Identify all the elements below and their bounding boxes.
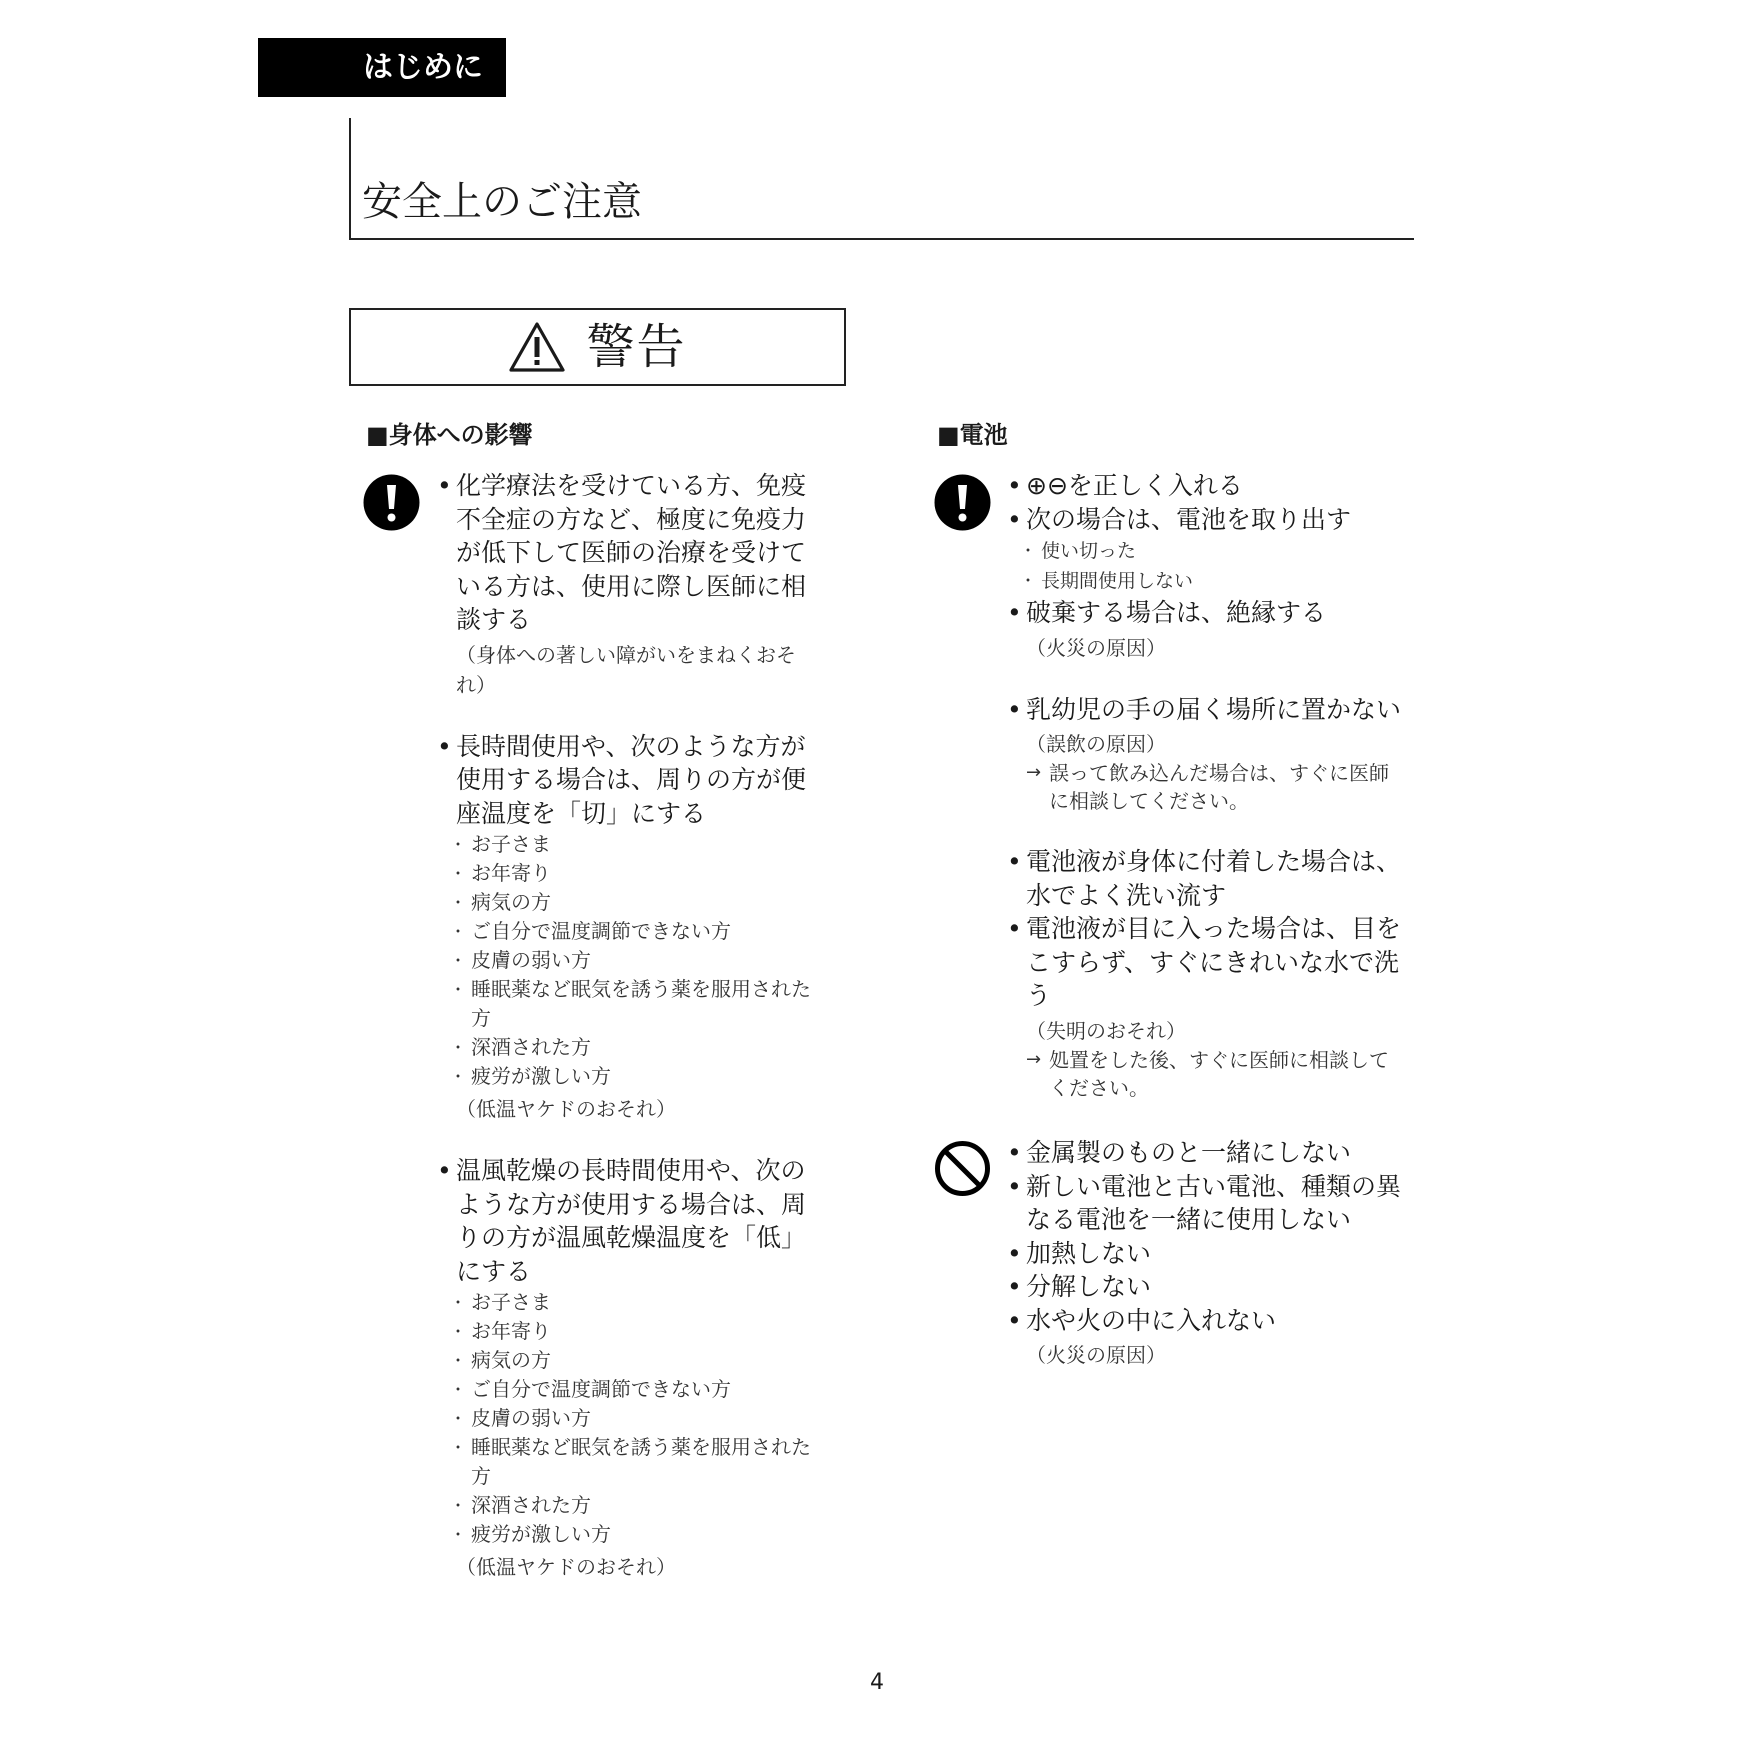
bullet-item: • 化学療法を受けている方、免疫不全症の方など、極度に免疫力が低下して医師の治療を受けている方は、使用に際し医師に相談する <box>437 469 817 637</box>
bullet-item: • 新しい電池と古い電池、種類の異なる電池を一緒に使用しない <box>1007 1170 1407 1237</box>
sub-item: ・ 睡眠薬など眠気を誘う薬を服用された方 <box>456 975 817 1033</box>
sub-item: ・ 疲労が激しい方 <box>456 1062 817 1091</box>
right-column-prohibited <box>1007 1136 1407 1370</box>
section-tab: はじめに <box>258 38 506 97</box>
sub-item: ・ 長期間使用しない <box>1026 566 1407 596</box>
sub-item: ・ お子さま <box>456 830 817 859</box>
right-column-mandatory <box>1007 469 1407 1102</box>
title-vertical-rule <box>349 118 351 240</box>
sub-item: ・ ご自分で温度調節できない方 <box>456 1375 817 1404</box>
left-column-content <box>437 469 817 1582</box>
cause-note: （火災の原因） <box>1026 635 1166 660</box>
sub-item: ・ 皮膚の弱い方 <box>456 946 817 975</box>
mandatory-exclamation-icon <box>363 474 420 531</box>
sub-item: ・ 使い切った <box>1026 536 1407 566</box>
sub-item: ・ お子さま <box>456 1288 817 1317</box>
bullet-item: • 長時間使用や、次のような方が使用する場合は、周りの方が便座温度を「切」にする <box>437 730 817 831</box>
page-number: 4 <box>870 1670 884 1695</box>
warning-triangle-icon <box>508 321 566 373</box>
bullet-item: • 金属製のものと一緒にしない <box>1007 1136 1407 1170</box>
bullet-item: • 分解しない <box>1007 1270 1407 1304</box>
section-heading-body-effects: ■身体への影響 <box>366 421 533 449</box>
sub-item: ・ 病気の方 <box>456 1346 817 1375</box>
title-horizontal-rule <box>349 238 1414 240</box>
sub-item: ・ 深酒された方 <box>456 1033 817 1062</box>
sub-item: ・ 皮膚の弱い方 <box>456 1404 817 1433</box>
bullet-item: • 乳幼児の手の届く場所に置かない <box>1007 693 1407 727</box>
bullet-item: • 加熱しない <box>1007 1237 1407 1271</box>
cause-note: （身体への著しい障がいをまねくおそれ） <box>456 642 796 697</box>
cause-note: （低温ヤケドのおそれ） <box>456 1555 676 1579</box>
sub-item: ・ 睡眠薬など眠気を誘う薬を服用された方 <box>456 1433 817 1491</box>
sub-item: ・ 深酒された方 <box>456 1491 817 1520</box>
sub-item: ・ お年寄り <box>456 859 817 888</box>
cause-note: （誤飲の原因） <box>1026 732 1166 756</box>
bullet-item: • 電池液が目に入った場合は、目をこすらず、すぐにきれいな水で洗う <box>1007 912 1407 1013</box>
sub-item: ・ お年寄り <box>456 1317 817 1346</box>
bullet-item: • ⊕⊖を正しく入れる <box>1007 469 1407 503</box>
cause-note: （失明のおそれ） <box>1026 1018 1186 1043</box>
prohibition-icon <box>934 1140 991 1197</box>
bullet-item: • 電池液が身体に付着した場合は、水でよく洗い流す <box>1007 845 1407 912</box>
bullet-item: • 水や火の中に入れない <box>1007 1304 1407 1338</box>
page-title: 安全上のご注意 <box>362 179 642 225</box>
advice-arrow-note: → 処置をした後、すぐに医師に相談してください。 <box>1026 1046 1407 1102</box>
cause-note: （火災の原因） <box>1026 1343 1166 1367</box>
sub-item: ・ 病気の方 <box>456 888 817 917</box>
sub-item: ・ 疲労が激しい方 <box>456 1520 817 1549</box>
bullet-item: • 次の場合は、電池を取り出す <box>1007 503 1407 537</box>
cause-note: （低温ヤケドのおそれ） <box>456 1097 676 1121</box>
advice-arrow-note: → 誤って飲み込んだ場合は、すぐに医師に相談してください。 <box>1026 759 1407 815</box>
warning-label: 警告 <box>586 319 687 375</box>
section-heading-battery: ■電池 <box>937 421 1008 449</box>
warning-box <box>349 308 846 386</box>
mandatory-exclamation-icon <box>934 474 991 531</box>
bullet-item: • 破棄する場合は、絶縁する <box>1007 596 1407 630</box>
bullet-item: • 温風乾燥の長時間使用や、次のような方が使用する場合は、周りの方が温風乾燥温度を「低」にする <box>437 1154 817 1288</box>
sub-item: ・ ご自分で温度調節できない方 <box>456 917 817 946</box>
